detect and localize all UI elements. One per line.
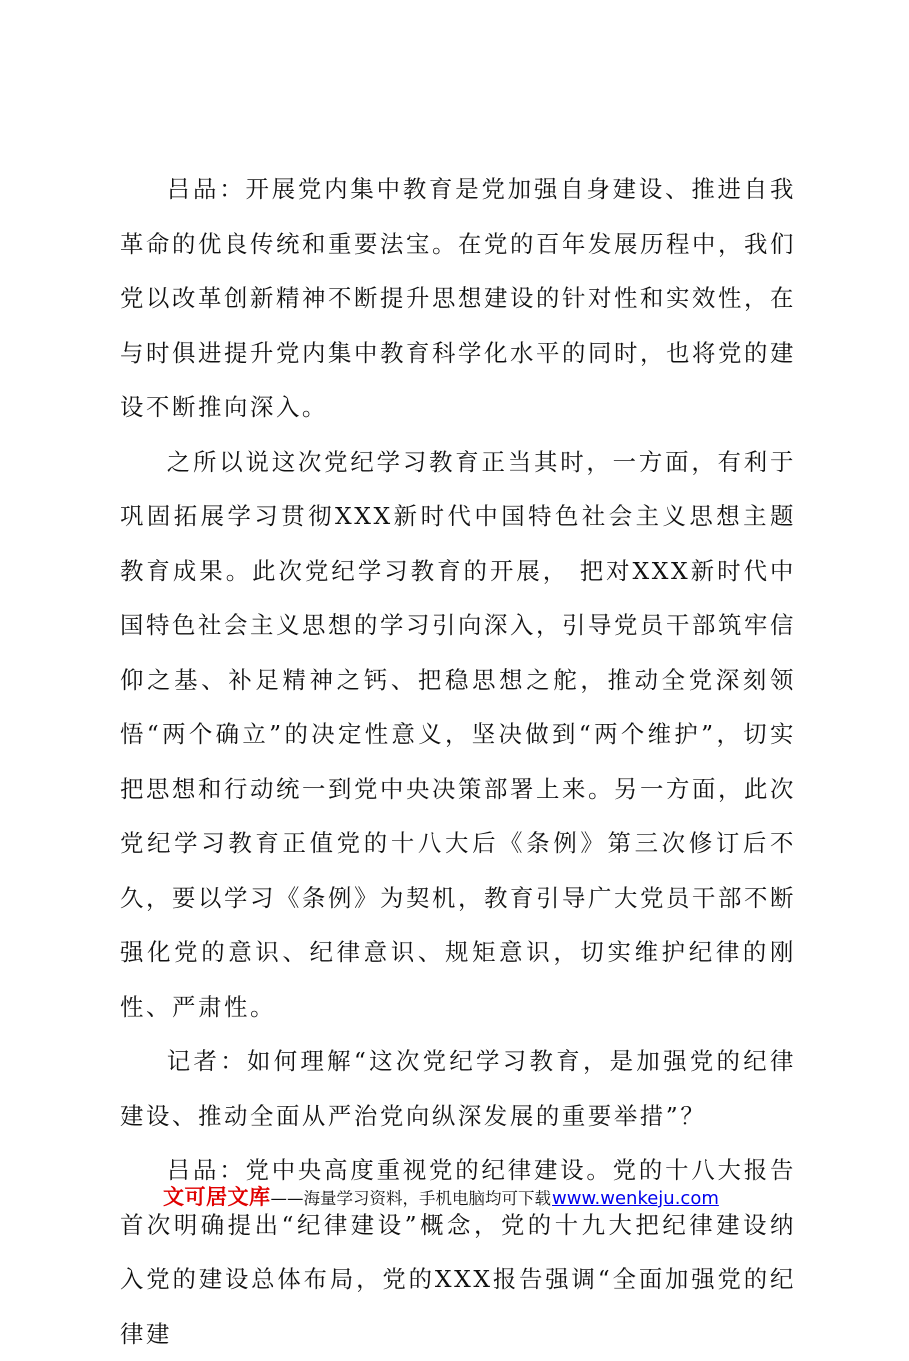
paragraph-answer-2: 之所以说这次党纪学习教育正当其时，一方面，有利于巩固拓展学习贯彻XXX新时代中国特色社会主义思想主题教育成果。此次党纪学习教育的开展， 把对XXX新时代中国特色社会主义思想的学习引向深入，引导党员干部筑牢信仰之基、补足精神之钙、把稳思想之舵，推动全党深刻领悟“两个确立”的决定性意义，坚决做到“两个维护”，切实把思想和行动统一到党中央决策部署上来。另一方面，此次党纪学习教育正值党的十八大后《条例》第三次修订后不久，要以学习《条例》为契机，教育引导广大党员干部不断强化党的意识、纪律意识、规矩意识，切实维护纪律的刚性、严肃性。	[120, 447, 796, 1021]
footer-watermark	[163, 1181, 803, 1211]
paragraph-answer-3: 吕品：党中央高度重视党的纪律建设。党的十八大报告首次明确提出“纪律建设”概念，党的十九大把纪律建设纳入党的建设总体布局，党的XXX报告强调“全面加强党的纪律建	[120, 1156, 796, 1348]
footer-slogan: ——海量学习资料，手机电脑均可下载	[270, 1189, 551, 1208]
paragraph-question: 记者：如何理解“这次党纪学习教育，是加强党的纪律建设、推动全面从严治党向纵深发展的重要举措”？	[120, 1047, 796, 1130]
paragraph-answer-1: 吕品：开展党内集中教育是党加强自身建设、推进自我革命的优良传统和重要法宝。在党的百年发展历程中，我们党以改革创新精神不断提升思想建设的针对性和实效性，在与时俱进提升党内集中教育科学化水平的同时，也将党的建设不断推向深入。	[120, 175, 796, 421]
footer-site-link[interactable]: www.wenkeju.com	[552, 1188, 719, 1209]
footer-brand: 文可居文库	[163, 1185, 271, 1209]
